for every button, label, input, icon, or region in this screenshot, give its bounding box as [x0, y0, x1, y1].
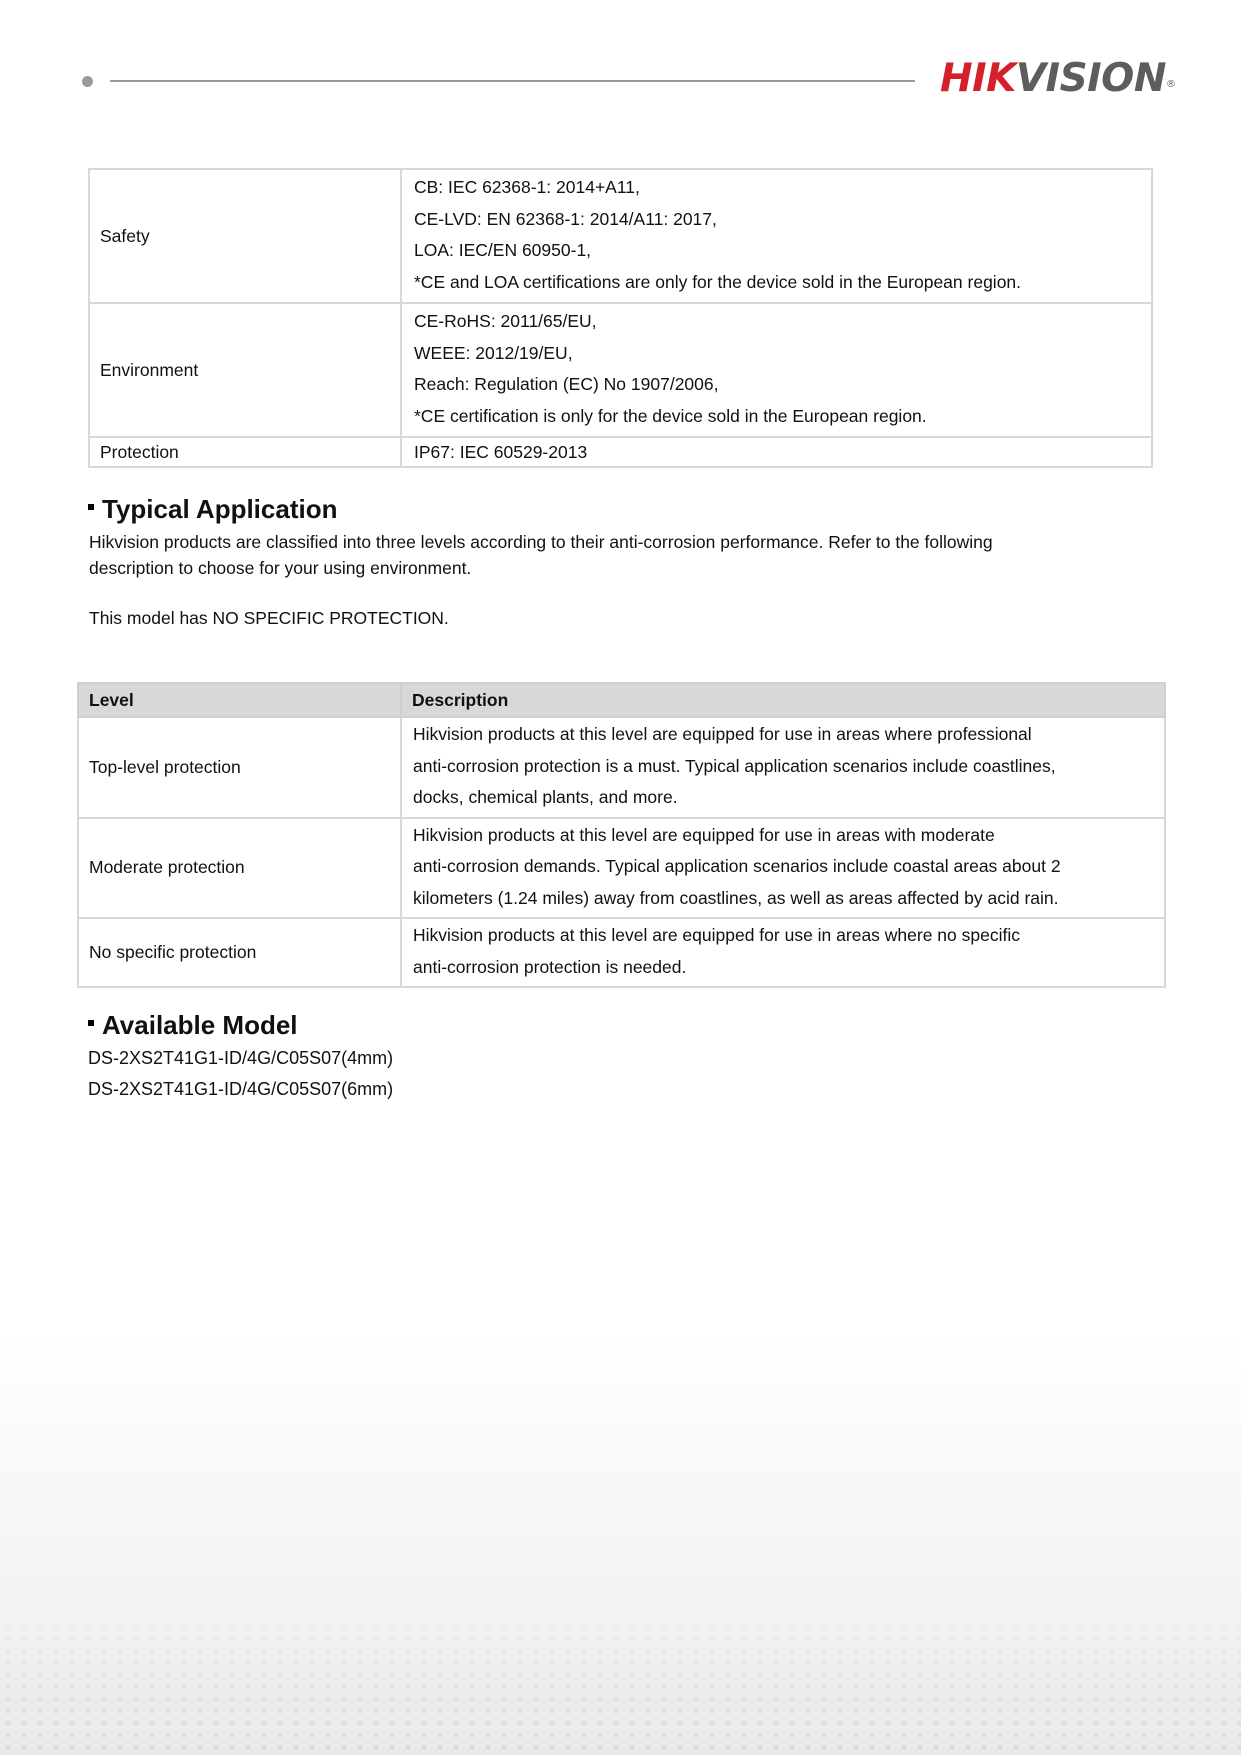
table-row: [78, 818, 1165, 919]
description-line: anti-corrosion protection is needed.: [413, 956, 687, 977]
description-line: anti-corrosion protection is a must. Typical application scenarios include coastlines,: [413, 755, 1056, 776]
protection-level-table: [77, 682, 1166, 988]
typical-application-heading: [88, 493, 337, 525]
level-cell: Top-level protection: [78, 717, 401, 818]
table-header-row: [78, 683, 1165, 717]
cert-line: IP67: IEC 60529-2013: [414, 442, 588, 462]
level-cell: No specific protection: [78, 918, 401, 987]
cert-value: [401, 169, 1152, 303]
heading-text: Available Model: [102, 1010, 298, 1040]
cert-label: Protection: [89, 437, 401, 467]
model-item: DS-2XS2T41G1-ID/4G/C05S07(6mm): [88, 1079, 394, 1099]
column-header-level: Level: [78, 683, 401, 717]
table-row: [89, 437, 1152, 467]
cert-label: Environment: [89, 303, 401, 437]
description-cell: [401, 918, 1165, 987]
heading-text: Typical Application: [102, 494, 338, 524]
hikvision-logo: [940, 56, 1175, 102]
cert-line: *CE and LOA certifications are only for the device sold in the European region.: [414, 271, 1022, 292]
cert-label: Safety: [89, 169, 401, 303]
intro-line: description to choose for your using environment.: [89, 557, 472, 578]
intro-line: Hikvision products are classified into three levels according to their anti-corrosion performance. Refer to the following: [89, 532, 993, 552]
table-row: [78, 918, 1165, 987]
description-line: kilometers (1.24 miles) away from coastlines, as well as areas affected by acid rain.: [413, 887, 1059, 908]
table-row: [78, 717, 1165, 818]
description-line: Hikvision products at this level are equipped for use in areas where no specific: [413, 925, 1020, 945]
description-cell: [401, 717, 1165, 818]
description-cell: [401, 818, 1165, 919]
bullet-icon: [88, 1020, 94, 1026]
cert-line: WEEE: 2012/19/EU,: [414, 342, 573, 363]
cert-line: LOA: IEC/EN 60950-1,: [414, 240, 592, 260]
description-line: Hikvision products at this level are equipped for use in areas with moderate: [413, 824, 995, 845]
cert-line: CE-RoHS: 2011/65/EU,: [414, 311, 597, 331]
footer-dot-pattern: [0, 1585, 1241, 1755]
table-row: [89, 169, 1152, 303]
logo-vision: VISION: [1015, 56, 1166, 101]
bullet-icon: [88, 504, 94, 510]
column-header-description: Description: [401, 683, 1165, 717]
header-dot: [82, 76, 93, 87]
level-cell: Moderate protection: [78, 818, 401, 919]
description-line: Hikvision products at this level are equipped for use in areas where professional: [413, 724, 1032, 744]
cert-line: CE-LVD: EN 62368-1: 2014/A11: 2017,: [414, 208, 717, 229]
table-row: [89, 303, 1152, 437]
description-line: docks, chemical plants, and more.: [413, 787, 678, 807]
model-item: DS-2XS2T41G1-ID/4G/C05S07(4mm): [88, 1048, 394, 1068]
logo-hik: HIK: [940, 56, 1016, 101]
intro-paragraph: [89, 530, 1149, 581]
description-line: anti-corrosion demands. Typical application scenarios include coastal areas about 2: [413, 856, 1061, 876]
model-protection-note: This model has NO SPECIFIC PROTECTION.: [89, 608, 449, 628]
cert-line: Reach: Regulation (EC) No 1907/2006,: [414, 374, 719, 394]
cert-value: [401, 437, 1152, 467]
logo-registered-mark: ®: [1165, 79, 1176, 90]
cert-line: CB: IEC 62368-1: 2014+A11,: [414, 177, 640, 197]
certification-table: [88, 168, 1153, 468]
cert-value: [401, 303, 1152, 437]
available-model-heading: [88, 1009, 298, 1041]
cert-line: *CE certification is only for the device sold in the European region.: [414, 405, 927, 426]
header-rule: [110, 80, 915, 82]
